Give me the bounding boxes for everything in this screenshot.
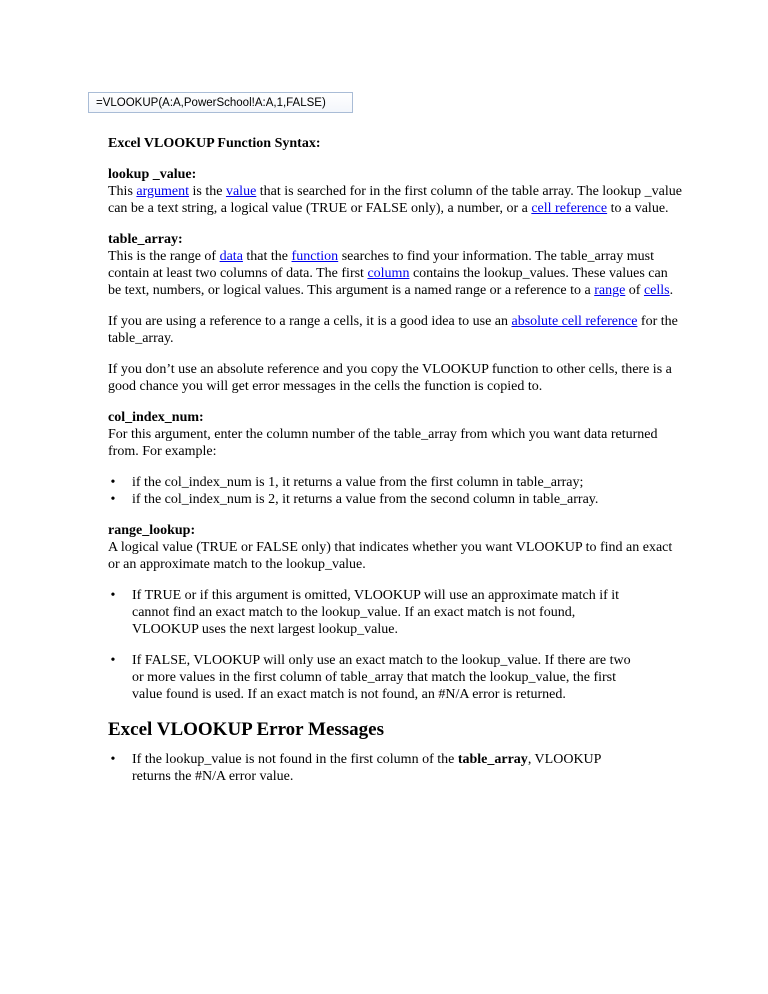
cell-reference-link[interactable]: cell reference bbox=[531, 201, 608, 216]
text-run: . bbox=[669, 283, 674, 298]
cells-link[interactable]: cells bbox=[643, 283, 670, 298]
bullet-icon: • bbox=[110, 475, 116, 490]
lookup-value-heading: lookup _value: bbox=[108, 167, 197, 182]
text-run: This bbox=[108, 184, 137, 199]
text-run: searches to find your information. The table_array must contain at least two columns of data. The first bbox=[108, 249, 655, 281]
syntax-title: Excel VLOOKUP Function Syntax: bbox=[108, 136, 321, 151]
formula-text: =VLOOKUP(A:A,PowerSchool!A:A,1,FALSE) bbox=[96, 97, 326, 109]
range-lookup-text: A logical value (TRUE or FALSE only) that indicates whether you want VLOOKUP to find an exact or an approximate match to the lookup_value. bbox=[108, 540, 673, 572]
text-run: for the table_array. bbox=[108, 314, 678, 346]
col-index-num-list bbox=[108, 474, 683, 508]
text-run: This is the range of bbox=[108, 249, 220, 264]
bullet-icon: • bbox=[110, 653, 116, 668]
list-item bbox=[108, 652, 643, 703]
function-link[interactable]: function bbox=[291, 249, 339, 264]
list-item-text: If TRUE or if this argument is omitted, VLOOKUP will use an approximate match if it cannot find an exact match to the lookup_value. If an exact match is not found, VLOOKUP uses the next largest lookup_value. bbox=[132, 588, 620, 637]
formula-bar-image bbox=[88, 92, 353, 113]
bullet-icon: • bbox=[110, 752, 116, 767]
list-item bbox=[108, 474, 683, 491]
absolute-reference-note bbox=[108, 313, 683, 347]
text-run: that the bbox=[242, 249, 292, 264]
range-link[interactable]: range bbox=[594, 283, 626, 298]
list-item-text: If FALSE, VLOOKUP will only use an exact match to the lookup_value. If there are two or more values in the first column of table_array that match the lookup_value, the first value found is used. If an exact match is not found, an #N/A error is returned. bbox=[132, 653, 631, 702]
list-item-text bbox=[132, 752, 601, 784]
list-item-text: if the col_index_num is 2, it returns a value from the second column in table_array. bbox=[132, 492, 599, 507]
text-run: , VLOOKUP returns the #N/A error value. bbox=[132, 752, 601, 784]
bullet-icon: • bbox=[110, 492, 116, 507]
error-messages-list bbox=[108, 751, 683, 785]
section-table-array bbox=[108, 231, 683, 299]
text-run: of bbox=[625, 283, 644, 298]
text-run: contains the lookup_values. These values can be text, numbers, or logical values. This argument is a named range or a reference to a bbox=[108, 266, 668, 298]
table-array-heading: table_array: bbox=[108, 232, 183, 247]
text-run: If the lookup_value is not found in the first column of the bbox=[132, 752, 458, 767]
bold-term: table_array bbox=[457, 752, 528, 767]
error-messages-title: Excel VLOOKUP Error Messages bbox=[108, 719, 385, 740]
data-link[interactable]: data bbox=[219, 249, 243, 264]
range-lookup-list bbox=[108, 587, 683, 703]
value-link[interactable]: value bbox=[225, 184, 257, 199]
section-range-lookup bbox=[108, 522, 683, 703]
lookup-value-text bbox=[108, 183, 683, 217]
list-item bbox=[108, 491, 683, 508]
column-link[interactable]: column bbox=[367, 266, 410, 281]
document-body bbox=[108, 135, 683, 785]
text-run: If you are using a reference to a range a cells, it is a good idea to use an bbox=[108, 314, 512, 329]
section-col-index-num bbox=[108, 409, 683, 508]
copy-note: If you don’t use an absolute reference and you copy the VLOOKUP function to other cells, there is a good chance you will get error messages in the cells the function is copied to. bbox=[108, 362, 672, 394]
text-run: to a value. bbox=[607, 201, 669, 216]
argument-link[interactable]: argument bbox=[136, 184, 190, 199]
col-index-num-heading: col_index_num: bbox=[108, 410, 204, 425]
absolute-cell-reference-link[interactable]: absolute cell reference bbox=[511, 314, 638, 329]
text-run: is the bbox=[189, 184, 226, 199]
list-item-text: if the col_index_num is 1, it returns a value from the first column in table_array; bbox=[132, 475, 584, 490]
text-run: that is searched for in the first column of the table array. The lookup _value can be a text string, a logical value (TRUE or FALSE only), a number, or a bbox=[108, 184, 682, 216]
list-item bbox=[108, 587, 643, 638]
list-item bbox=[108, 751, 643, 785]
col-index-num-text: For this argument, enter the column number of the table_array from which you want data returned from. For example: bbox=[108, 427, 658, 459]
section-lookup-value bbox=[108, 166, 683, 217]
range-lookup-heading: range_lookup: bbox=[108, 523, 196, 538]
table-array-text bbox=[108, 248, 683, 299]
bullet-icon: • bbox=[110, 588, 116, 603]
